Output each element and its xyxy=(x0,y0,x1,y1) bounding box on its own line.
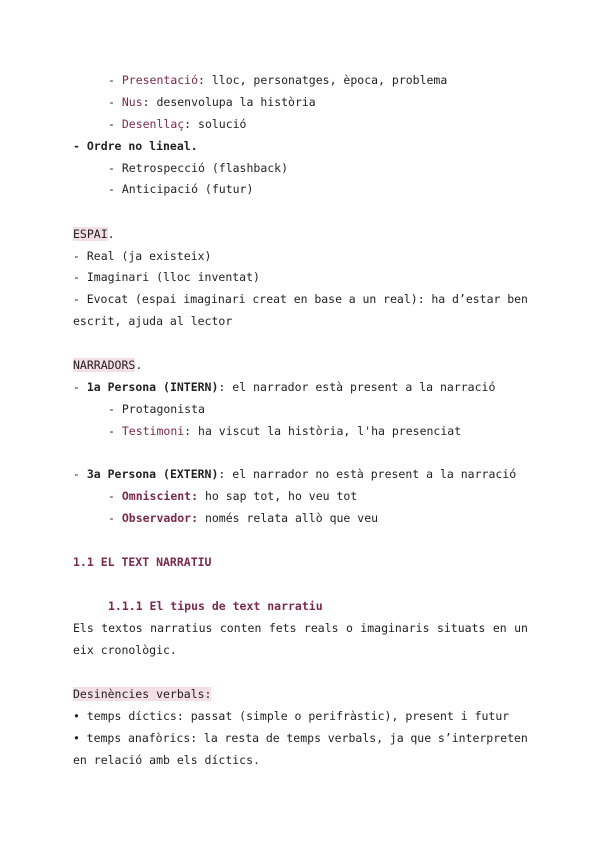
word: - xyxy=(73,292,80,306)
word: textos xyxy=(101,621,143,635)
espai-item-imaginari: - Imaginari (lloc inventat) xyxy=(73,270,260,284)
desc-1a-persona: : el narrador està present a la narració xyxy=(218,380,496,394)
desinencies-heading-line xyxy=(73,686,211,702)
sub-testimoni: - Testimoni: ha viscut la història, l'ha presenciat xyxy=(108,424,462,438)
word: s’interpreten xyxy=(437,731,528,745)
term-3a-persona: 3a Persona (EXTERN) xyxy=(86,467,219,481)
narradors-heading-dot: . xyxy=(135,358,143,372)
espai-heading-line xyxy=(73,226,115,242)
section-paragraph-line xyxy=(73,620,528,636)
word: un xyxy=(362,292,377,306)
word: (espai xyxy=(134,292,177,306)
bullet-temps-anaforics-continuation: en relació amb els díctics. xyxy=(73,753,260,767)
term-desenllac: Desenllaç xyxy=(121,117,185,131)
dash: - xyxy=(73,380,87,394)
bullet-temps-anaforics xyxy=(73,730,528,746)
word: creat xyxy=(252,292,287,306)
word: ha xyxy=(431,292,446,306)
desc-observador: només relata allò que veu xyxy=(198,511,379,525)
word: base xyxy=(314,292,343,306)
word: un xyxy=(514,621,528,635)
section-subtitle: 1.1.1 El tipus de text narratiu xyxy=(108,599,323,613)
narradors-heading: NARRADORS xyxy=(73,358,136,372)
list-item-presentacio: - Presentació: lloc, personatges, època, problema xyxy=(108,73,448,87)
word: narratius xyxy=(150,621,213,635)
word: situats xyxy=(436,621,486,635)
word: real): xyxy=(383,292,425,306)
espai-evocat-continuation: escrit, ajuda al lector xyxy=(73,314,233,328)
word: ja xyxy=(389,731,404,745)
list-item-nus: - Nus: desenvolupa la història xyxy=(108,95,316,109)
word: que xyxy=(410,731,432,745)
narrador-3a-persona xyxy=(73,466,516,482)
word: temps xyxy=(86,731,122,745)
desc-presentacio: : lloc, personatges, època, problema xyxy=(198,73,448,87)
desc-nus: : desenvolupa la història xyxy=(142,95,316,109)
word: imaginaris xyxy=(360,621,430,635)
desc-omniscient: ho sap tot, ho veu tot xyxy=(198,489,358,503)
word: resta xyxy=(224,731,260,745)
espai-item-real: - Real (ja existeix) xyxy=(73,249,212,263)
non-linear-title: - Ordre no lineal. xyxy=(73,139,198,153)
bullet-temps-dictics: • temps díctics: passat (simple o perifràstic), present i futur xyxy=(73,709,510,723)
word: la xyxy=(203,731,218,745)
section-title: 1.1 EL TEXT NARRATIU xyxy=(73,555,212,569)
list-item-anticipacio: - Anticipació (futur) xyxy=(108,182,254,196)
word: fets xyxy=(268,621,297,635)
sub-observador: - Observador: només relata allò que veu xyxy=(108,511,379,525)
word: reals xyxy=(303,621,339,635)
dash: - xyxy=(73,467,87,481)
desc-3a-persona: : el narrador no està present a la narració xyxy=(218,467,517,481)
word: Els xyxy=(73,621,94,635)
word: imaginari xyxy=(183,292,246,306)
section-paragraph-continuation: eix cronològic. xyxy=(73,643,177,657)
term-nus: Nus xyxy=(121,95,143,109)
espai-heading-dot: . xyxy=(107,227,115,241)
term-1a-persona: 1a Persona (INTERN) xyxy=(86,380,219,394)
word: conten xyxy=(219,621,262,635)
term-testimoni: Testimoni xyxy=(121,424,185,438)
word: en xyxy=(492,621,507,635)
list-item-desenllac: - Desenllaç: solució xyxy=(108,117,247,131)
sub-protagonista: - Protagonista xyxy=(108,402,205,416)
word: a xyxy=(348,292,356,306)
sub-omniscient: - Omniscient: ho sap tot, ho veu tot xyxy=(108,489,358,503)
word: d’estar xyxy=(451,292,501,306)
word: anafòrics: xyxy=(127,731,198,745)
word: o xyxy=(345,621,353,635)
desc-testimoni: : ha viscut la història, l'ha presenciat xyxy=(184,424,462,438)
desc-desenllac: : solució xyxy=(184,117,247,131)
narrador-1a-persona xyxy=(73,379,495,395)
list-item-retrospeccio: - Retrospecció (flashback) xyxy=(108,161,289,175)
desinencies-heading: Desinències verbals: xyxy=(73,687,212,701)
term-presentacio: Presentació xyxy=(121,73,199,87)
word: ben xyxy=(507,292,528,306)
word: Evocat xyxy=(86,292,129,306)
word: temps xyxy=(286,731,321,745)
term-observador: Observador: xyxy=(121,511,199,525)
word: • xyxy=(73,731,80,745)
word: en xyxy=(293,292,308,306)
espai-item-evocat xyxy=(73,291,528,307)
word: de xyxy=(265,731,280,745)
espai-heading: ESPAI xyxy=(73,227,108,241)
term-omniscient: Omniscient: xyxy=(121,489,199,503)
word: verbals, xyxy=(327,731,384,745)
narradors-heading-line xyxy=(73,357,142,373)
